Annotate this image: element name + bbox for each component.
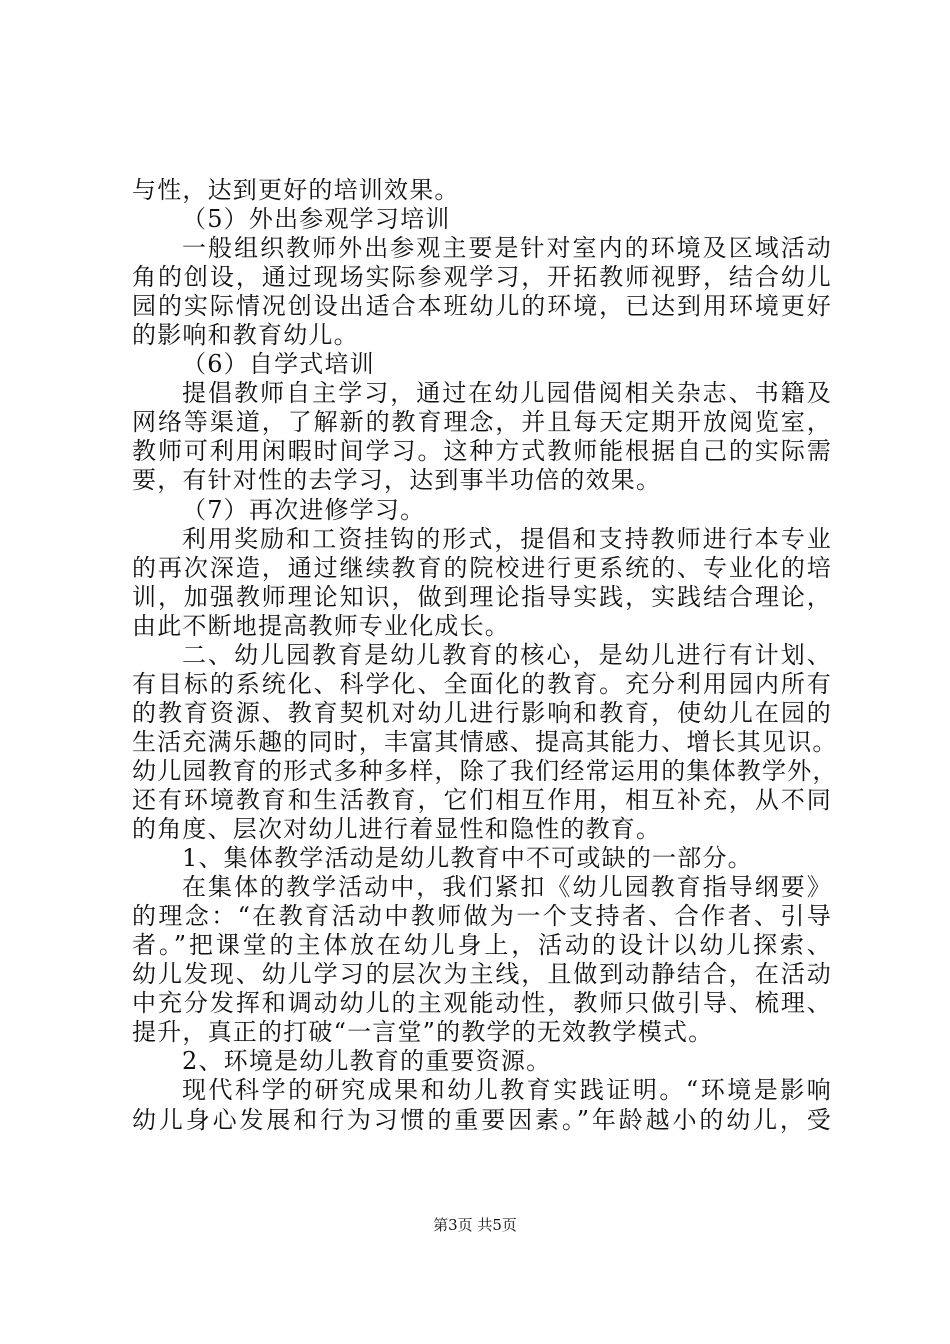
text-line: 幼儿发现、幼儿学习的层次为主线，且做到动静结合，在活动 [132, 960, 832, 989]
text-line: 2、环境是幼儿教育的重要资源。 [182, 1047, 552, 1076]
text-line: 的再次深造，通过继续教育的院校进行更系统的、专业化的培 [132, 553, 832, 582]
text-line: 提升，真正的打破“一言堂”的教学的无效教学模式。 [132, 1018, 714, 1047]
text-line: 与性，达到更好的培训效果。 [132, 176, 460, 204]
text-line: 训，加强教师理论知识，做到理论指导实践，实践结合理论， [132, 582, 832, 611]
text-line: 生活充满乐趣的同时，丰富其情感、提高其能力、增长其见识。 [132, 727, 838, 756]
text-line: 一般组织教师外出参观主要是针对室内的环境及区域活动 [182, 234, 832, 263]
text-line: 网络等渠道，了解新的教育理念，并且每天定期开放阅览室， [132, 408, 832, 437]
text-line: 现代科学的研究成果和幼儿教育实践证明。“环境是影响 [182, 1076, 832, 1105]
text-line: （5）外出参观学习培训 [182, 205, 451, 234]
text-line: 在集体的教学活动中，我们紧扣《幼儿园教育指导纲要》 [182, 873, 832, 902]
text-line: 幼儿身心发展和行为习惯的重要因素。”年龄越小的幼儿，受 [132, 1105, 832, 1134]
text-line: 1、集体教学活动是幼儿教育中不可或缺的一部分。 [182, 844, 753, 873]
text-line: （6）自学式培训 [182, 350, 375, 379]
text-line: 由此不断地提高教师专业化成长。 [132, 611, 510, 640]
text-line: 园的实际情况创设出适合本班幼儿的环境，已达到用环境更好 [132, 292, 832, 321]
text-line: 中充分发挥和调动幼儿的主观能动性，教师只做引导、梳理、 [132, 989, 832, 1018]
text-line: （7）再次进修学习。 [182, 495, 426, 524]
text-line: 的角度、层次对幼儿进行着显性和隐性的教育。 [132, 815, 662, 844]
text-line: 的影响和教育幼儿。 [132, 321, 359, 350]
document-body [132, 176, 838, 1135]
text-line: 要，有针对性的去学习，达到事半功倍的效果。 [132, 466, 662, 495]
text-line: 二、幼儿园教育是幼儿教育的核心，是幼儿进行有计划、 [182, 640, 832, 669]
text-line: 角的创设，通过现场实际参观学习，开拓教师视野，结合幼儿 [132, 263, 832, 292]
text-line: 还有环境教育和生活教育，它们相互作用，相互补充，从不同 [132, 785, 832, 814]
text-line: 提倡教师自主学习，通过在幼儿园借阅相关杂志、书籍及 [182, 379, 832, 408]
text-line: 者。”把课堂的主体放在幼儿身上，活动的设计以幼儿探索、 [132, 931, 832, 960]
text-line: 幼儿园教育的形式多种多样，除了我们经常运用的集体教学外， [132, 756, 838, 785]
text-line: 的理念：“在教育活动中教师做为一个支持者、合作者、引导 [132, 902, 832, 931]
page-footer: 第3页 共5页 [433, 1216, 517, 1234]
text-line: 利用奖励和工资挂钩的形式，提倡和支持教师进行本专业 [182, 524, 832, 553]
text-line: 教师可利用闲暇时间学习。这种方式教师能根据自己的实际需 [132, 437, 832, 466]
text-line: 有目标的系统化、科学化、全面化的教育。充分利用园内所有 [132, 669, 832, 698]
text-line: 的教育资源、教育契机对幼儿进行影响和教育，使幼儿在园的 [132, 698, 832, 727]
